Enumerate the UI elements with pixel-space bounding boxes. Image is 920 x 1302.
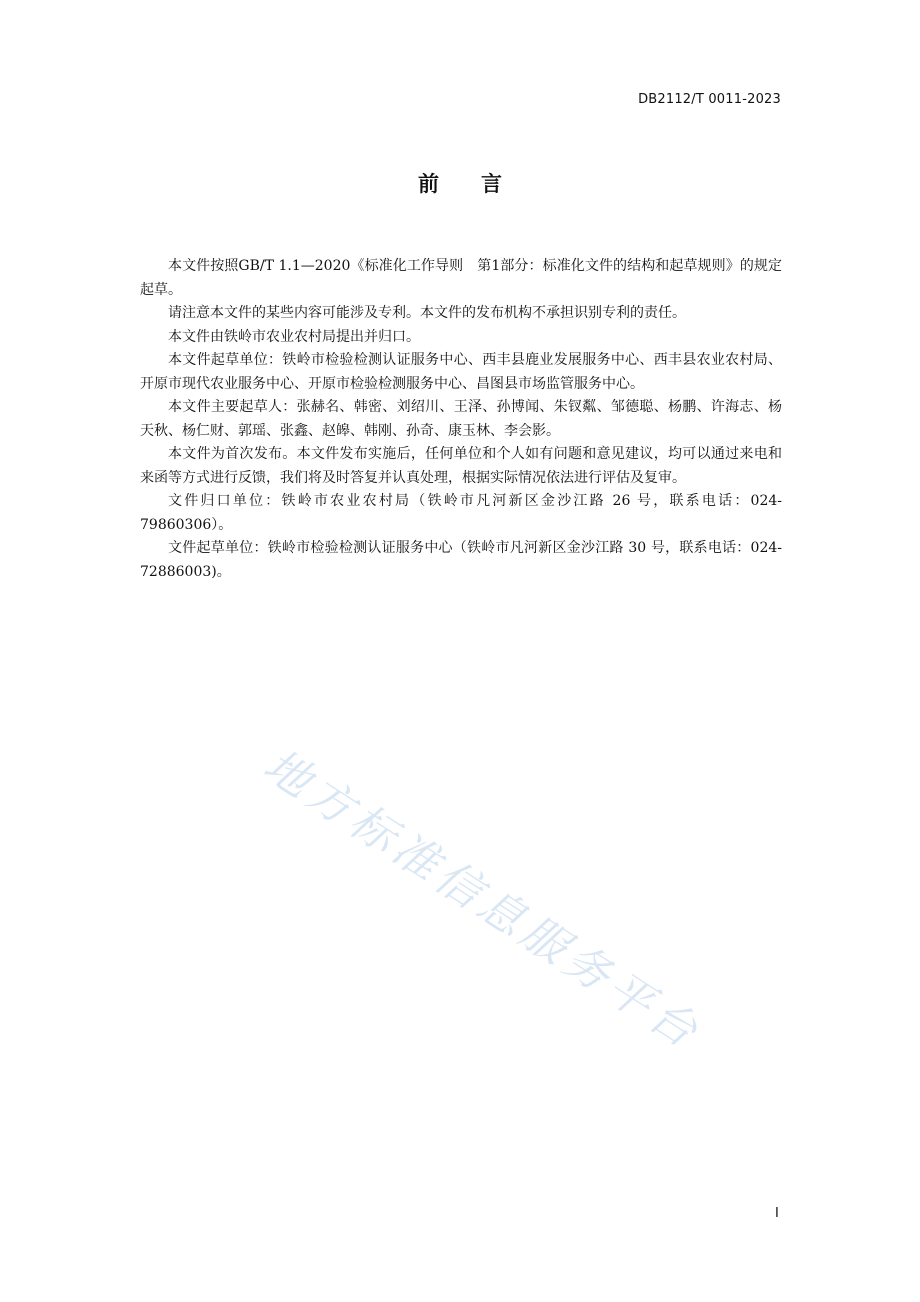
paragraph-first-release: 本文件为首次发布。本文件发布实施后，任何单位和个人如有问题和意见建议，均可以通过来电和来函等方式进行反馈，我们将及时答复并认真处理，根据实际情况依法进行评估及复审。 <box>140 446 782 486</box>
paragraph-patent-notice: 请注意本文件的某些内容可能涉及专利。本文件的发布机构不承担识别专利的责任。 <box>168 305 686 321</box>
paragraph-drafting-unit-contact: 文件起草单位：铁岭市检验检测认证服务中心（铁岭市凡河新区金沙江路 30 号，联系电话：024-72886003)。 <box>140 540 782 580</box>
foreword-body <box>140 255 782 584</box>
page-number: I <box>775 1206 779 1221</box>
paragraph-drafting-rules: 本文件按照GB/T 1.1—2020《标准化工作导则 第1部分：标准化文件的结构和起草规则》的规定起草。 <box>140 258 782 298</box>
paragraph-responsible-unit: 文件归口单位：铁岭市农业农村局（铁岭市凡河新区金沙江路 26 号，联系电话：024-79860306）。 <box>140 493 782 533</box>
title-part-1: 前 <box>418 172 439 196</box>
watermark: 地方标准信息服务平台 <box>254 738 712 1061</box>
paragraph-proposer: 本文件由铁岭市农业农村局提出并归口。 <box>168 328 420 345</box>
paragraph-drafting-units: 本文件起草单位：铁岭市检验检测认证服务中心、西丰县鹿业发展服务中心、西丰县农业农村局、开原市现代农业服务中心、开原市检验检测服务中心、昌图县市场监管服务中心。 <box>140 352 782 392</box>
paragraph-drafters: 本文件主要起草人：张赫名、韩密、刘绍川、王泽、孙博闻、朱钗粼、邹德聪、杨鹏、许海志、杨天秋、杨仁财、郭瑶、张鑫、赵皞、韩刚、孙奇、康玉林、李会影。 <box>140 399 782 439</box>
title-part-2: 言 <box>481 172 502 196</box>
document-code: DB2112/T 0011-2023 <box>638 92 781 107</box>
page-title <box>0 168 920 198</box>
